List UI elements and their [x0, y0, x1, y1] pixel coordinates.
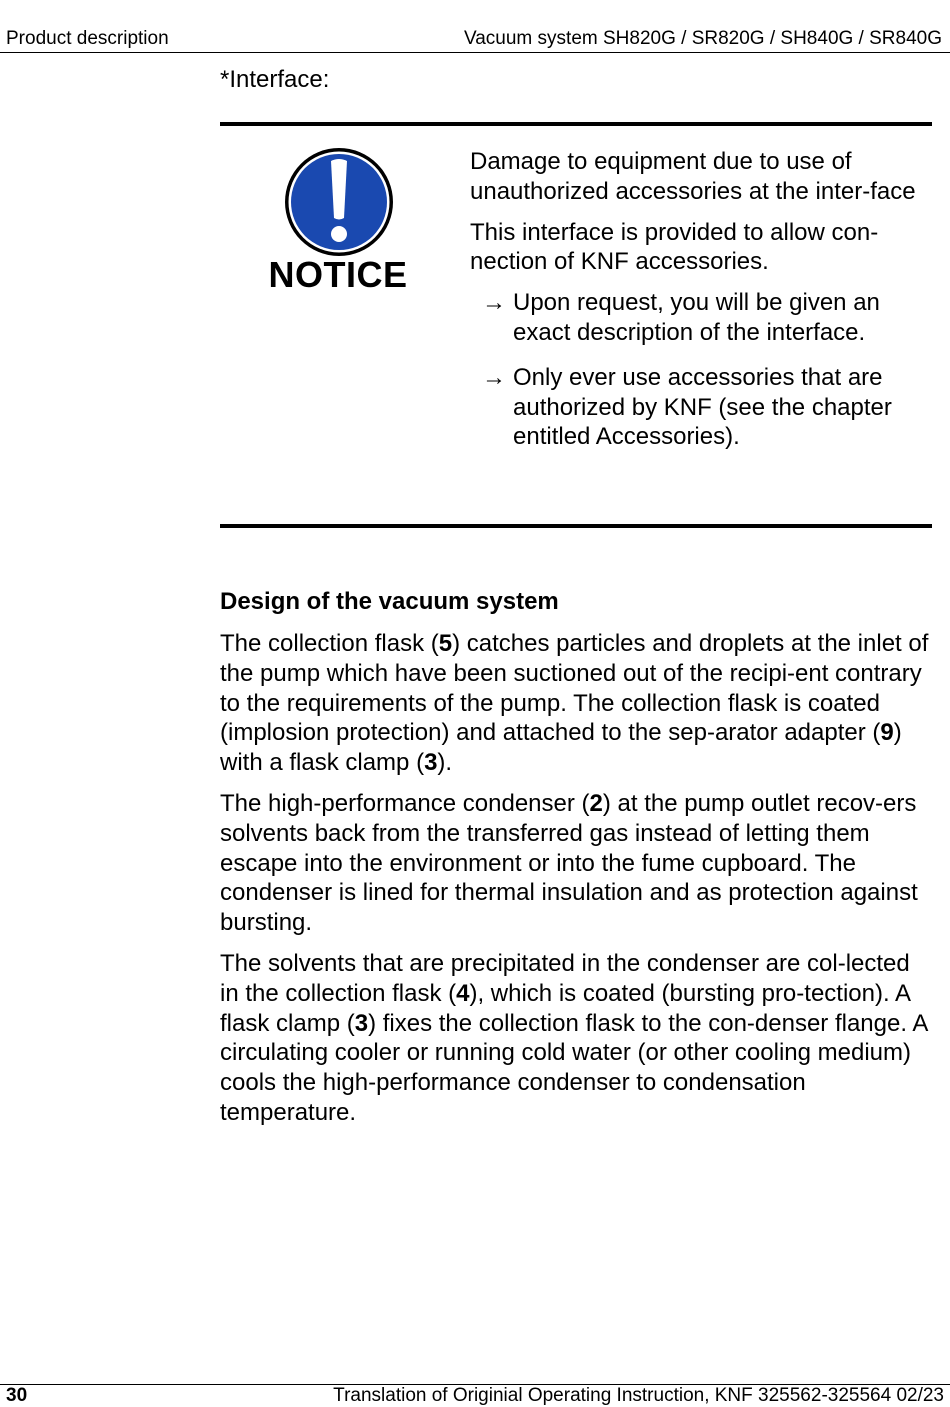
notice-title: Damage to equipment due to use of unauthorized accessories at the inter-face [470, 148, 916, 205]
exclamation-circle-icon [283, 146, 395, 258]
item-number: 4 [456, 979, 470, 1007]
text-run: The high-performance condenser ( [220, 789, 590, 817]
interface-label: *Interface: [220, 66, 330, 93]
item-number: 3 [354, 1009, 369, 1037]
text-run: ) with a flask clamp ( [220, 719, 902, 777]
body-paragraph [220, 789, 932, 938]
footer-text: Translation of Originial Operating Instruction, KNF 325562-325564 02/23 [333, 1385, 944, 1406]
body-paragraph [220, 629, 932, 778]
text-run: The collection flask ( [220, 630, 439, 657]
item-number: 2 [589, 789, 603, 817]
header-product: Vacuum system SH820G / SR820G / SH840G / SR840G [463, 28, 942, 49]
notice-description: This interface is provided to allow con-nection of KNF accessories. [470, 218, 879, 276]
notice-step-text: Upon request, you will be given an exact description of the interface. [513, 289, 880, 346]
notice-bottom-rule [220, 524, 932, 528]
header-divider [0, 52, 950, 53]
notice-text [470, 147, 930, 467]
notice-label: NOTICE [268, 254, 408, 295]
item-number: 3 [424, 749, 438, 777]
notice-top-rule [220, 122, 932, 126]
arrow-right-icon: → [482, 363, 506, 391]
notice-step-text: Only ever use accessories that are authorized by KNF (see the chapter entitled Accessories). [513, 363, 892, 451]
text-run: ) at the pump outlet recov-ers solvents back from the transferred gas instead of letting them escape into the environment or into the fume cupboard. The condenser is lined for thermal insulation and as protection against bursting. [220, 789, 918, 937]
text-run: ) fixes the collection flask to the con-denser flange. A circulating cooler or running cold water (or other cooling medium) cools the high-performance condenser to condensation temperature. [220, 1009, 928, 1126]
text-run: ) catches particles and droplets at the inlet of the pump which have been suctioned out of the recipi-ent contrary to the requirements of the pump. The collection flask is coated (implosion protection) and attached to the sep-arator adapter ( [220, 630, 929, 747]
notice-step [470, 363, 930, 452]
item-number: 5 [438, 630, 453, 657]
text-run: ), which is coated (bursting pro-tection). A flask clamp ( [220, 979, 910, 1037]
notice-step [470, 288, 930, 348]
header-section: Product description [6, 28, 169, 49]
section-title: Design of the vacuum system [220, 588, 559, 615]
item-number: 9 [880, 719, 894, 747]
text-run: ). [437, 749, 453, 777]
body-paragraph [220, 949, 932, 1128]
arrow-right-icon: → [482, 289, 506, 317]
text-run: The solvents that are precipitated in the condenser are col-lected in the collection flask ( [220, 949, 910, 1007]
page-number: 30 [6, 1385, 28, 1406]
section-body [220, 629, 932, 1139]
